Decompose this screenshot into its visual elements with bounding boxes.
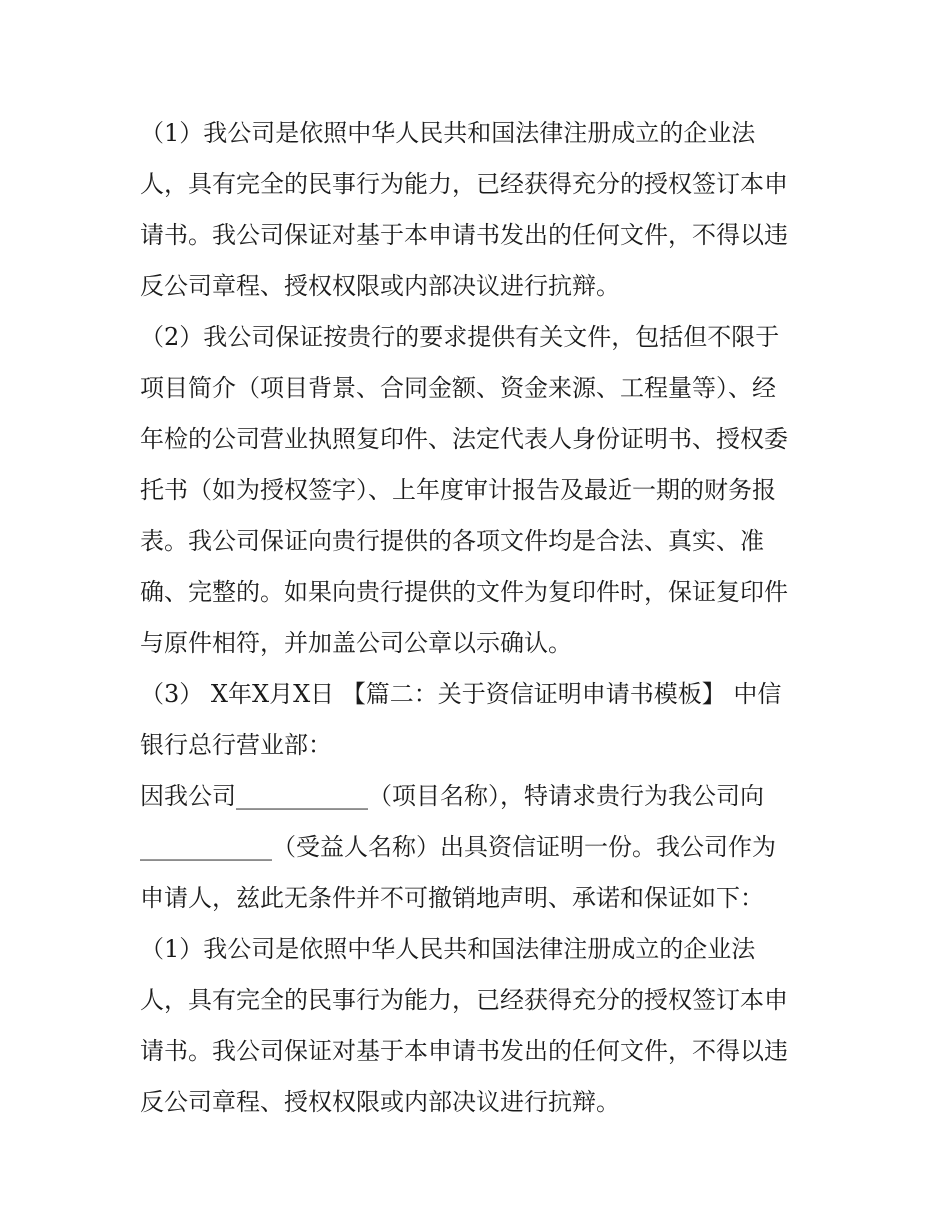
text-line: （1）我公司是依照中华人民共和国法律注册成立的企业法 <box>140 119 756 147</box>
text-line: 反公司章程、授权权限或内部决议进行抗辩。 <box>140 272 620 300</box>
text-line: （3） X年X月X日 【篇二：关于资信证明申请书模板】 中信 <box>140 680 782 708</box>
text-line: 请书。我公司保证对基于本申请书发出的任何文件，不得以违 <box>140 221 788 249</box>
text-line: 项目简介（项目背景、合同金额、资金来源、工程量等）、经 <box>140 374 776 402</box>
text-line: （2）我公司保证按贵行的要求提供有关文件，包括但不限于 <box>140 323 780 351</box>
text-line: 申请人，兹此无条件并不可撤销地声明、承诺和保证如下： <box>140 884 764 912</box>
text-line: 年检的公司营业执照复印件、法定代表人身份证明书、授权委 <box>140 425 788 453</box>
text-line: 确、完整的。如果向贵行提供的文件为复印件时，保证复印件 <box>140 578 788 606</box>
document-page <box>140 108 820 1128</box>
text-line: 托书（如为授权签字）、上年度审计报告及最近一期的财务报 <box>140 476 776 504</box>
text-line: （1）我公司是依照中华人民共和国法律注册成立的企业法 <box>140 935 756 963</box>
text-line: 与原件相符，并加盖公司公章以示确认。 <box>140 629 572 657</box>
text-line: 银行总行营业部： <box>140 731 332 759</box>
text-line: 反公司章程、授权权限或内部决议进行抗辩。 <box>140 1088 620 1116</box>
text-line: 因我公司___________（项目名称），特请求贵行为我公司向 <box>140 782 764 810</box>
text-line: 人，具有完全的民事行为能力，已经获得充分的授权签订本申 <box>140 170 788 198</box>
text-line: 表。我公司保证向贵行提供的各项文件均是合法、真实、准 <box>140 527 764 555</box>
text-line: 人，具有完全的民事行为能力，已经获得充分的授权签订本申 <box>140 986 788 1014</box>
text-line: 请书。我公司保证对基于本申请书发出的任何文件，不得以违 <box>140 1037 788 1065</box>
text-line: ___________（受益人名称）出具资信证明一份。我公司作为 <box>140 833 776 861</box>
